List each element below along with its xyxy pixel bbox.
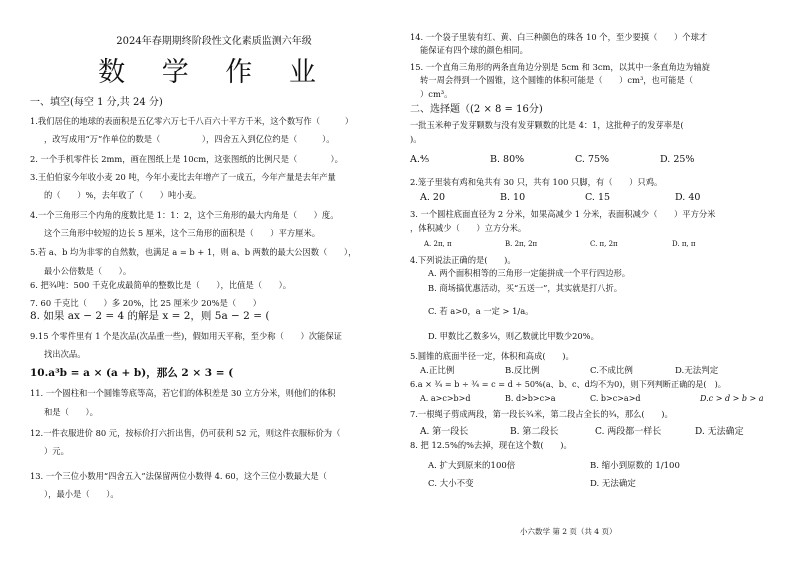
- choice-q7: 7.一根绳子剪成两段，第一段长¾米，第二段占全长的¾，那么( )。: [410, 409, 673, 419]
- choice-q2-options: [410, 192, 770, 206]
- option-c[interactable]: C. 15: [585, 192, 611, 203]
- q11-line1: 11. 一个圆柱和一个圆锥等底等高，若它们的体积差是 30 立方分米，则他们的体积: [30, 388, 336, 398]
- option-b[interactable]: B. 第二段长: [510, 427, 559, 437]
- option-c[interactable]: C. b>c>a>d: [590, 394, 641, 403]
- q12-line2: ）元。: [44, 446, 69, 456]
- choice-q7-options: [410, 424, 770, 436]
- q14-line2: 能保证有四个球的颜色相同。: [420, 45, 528, 55]
- choice-q1-end: )。: [410, 134, 422, 144]
- q12-line1: 12.一件衣服进价 80 元，按标价打六折出售，仍可获利 52 元，则这件衣服标价为（: [30, 428, 341, 438]
- q9-line2: 找出次品。: [44, 349, 86, 359]
- section-choice-heading: 二、选择题（(2 × 8 = 16分): [410, 104, 543, 115]
- q10-line: 10.a³b = a × (a + b)，那么 2 × 3 = (: [30, 367, 234, 379]
- q4-line2: 这个三角形中较短的边长 5 厘米，这个三角形的面积是（ ）平方厘米。: [44, 228, 321, 238]
- q6-line: 6. 把¾吨：500 千克化成最简单的整数比是（ ），比值是（ ）。: [30, 280, 292, 290]
- section-fill-in-heading: 一、填空(每空 1 分,共 24 分): [30, 97, 163, 108]
- q15-line2: 转一周会得到一个圆锥，这个圆锥的体积可能是（ ）cm³，也可能是（: [420, 75, 694, 85]
- option-b[interactable]: B. 缩小到原数的 1/100: [590, 461, 680, 471]
- q1-line1: 1.我们居住的地球的表面积是五亿零六万七千八百六十平方千米，这个数写作（ ）: [30, 116, 354, 126]
- option-a[interactable]: A. 2π, π: [424, 240, 452, 248]
- choice-q1: 一批玉米种子发芽颗数与没有发芽颗数的比是 4：1，这批种子的发芽率是(: [410, 120, 684, 130]
- q13-line2: ），最小是（ ）。: [44, 489, 119, 499]
- option-a[interactable]: A. 20: [420, 192, 445, 203]
- choice-q8: 8. 把 12.5%的%去掉，现在这个数( )。: [410, 440, 572, 450]
- option-b[interactable]: B. 10: [500, 192, 526, 203]
- option-d[interactable]: D.c > d > b > a: [700, 394, 764, 403]
- option-a[interactable]: A.⁴⁄₅: [410, 154, 430, 165]
- q14-line1: 14. 一个袋子里装有红、黄、白三种颜色的珠各 10 个，至少要摸（ ）个球才: [410, 32, 708, 42]
- q9-line1: 9.15 个零件里有 1 个是次品(次品重一些)，假如用天平称，至少称（ ）次能保证: [30, 331, 342, 341]
- choice-q4: 4.下列说法正确的是( )。: [410, 255, 516, 265]
- choice-q3-options: [410, 240, 770, 250]
- exam-title: 2024年春期期终阶段性文化素质监测六年级: [116, 36, 312, 47]
- q13-line1: 13. 一个三位小数用“四舍五入”法保留两位小数得 4. 60，这个三位小数最大是（: [30, 471, 327, 481]
- page-footer: 小六数学 第 2 页（共 4 页）: [520, 527, 617, 536]
- q5-line2: 最小公倍数是（ ）。: [44, 266, 132, 276]
- option-b[interactable]: B. d>b>c>a: [505, 394, 556, 403]
- q4-line1: 4.一个三角形三个内角的度数比是 1：1：2，这个三角形的最大内角是（ ）度。: [30, 210, 339, 220]
- option-c[interactable]: C. 大小不变: [428, 479, 474, 489]
- choice-q3-b: ，体积减少（ ）立方分米。: [410, 223, 527, 233]
- choice-q2: 2.笼子里装有鸡和兔共有 30 只，共有 100 只脚，有（ ）只鸡。: [410, 177, 663, 187]
- option-d[interactable]: D. 无法确定: [590, 479, 636, 489]
- choice-q6: 6.a × ¾ = b ÷ ¾ = c = d ÷ 50%(a、b、c、d均不为0)，则下列判断正确的是( )。: [410, 379, 726, 389]
- option-c[interactable]: C. 两段都一样长: [595, 427, 662, 437]
- option-c[interactable]: C. 75%: [575, 154, 610, 165]
- option-a[interactable]: A. 第一段长: [420, 427, 469, 437]
- option-d[interactable]: D. 无法确定: [695, 427, 744, 437]
- choice-q1-options: [410, 154, 770, 168]
- option-a[interactable]: A.正比例: [420, 366, 455, 376]
- option-b[interactable]: B. 2π, 2π: [505, 240, 538, 248]
- option-b[interactable]: B. 80%: [490, 154, 525, 165]
- q3-line2: 的（ ）%，去年收了（ ）吨小麦。: [44, 190, 202, 200]
- choice-q5: 5.圆锥的底面半径一定，体积和高成( )。: [410, 351, 574, 361]
- q15-line1: 15. 一个直角三角形的两条直角边分别是 5cm 和 3cm，以其中一条直角边为轴旋: [410, 62, 710, 72]
- q15-line3: ）cm³。: [420, 89, 453, 99]
- option-a[interactable]: A. a>c>b>d: [420, 394, 471, 403]
- q3-line1: 3.王伯伯家今年收小麦 20 吨，今年小麦比去年增产了一成五，今年产量是去年产量: [30, 172, 336, 182]
- option-a[interactable]: A. 扩大到原来的100倍: [428, 461, 516, 471]
- q8-line: 8. 如果 ax − 2 = 4 的解是 x = 2，则 5a − 2 = (: [30, 310, 270, 322]
- q2-line: 2. 一个手机零件长 2mm，画在图纸上是 10cm，这张图纸的比例尺是（ ）。: [30, 154, 343, 164]
- q5-line1: 5.若 a、b 均为非零的自然数，也满足 a = b + 1，则 a、b 两数的最大公因数（ ），: [30, 247, 357, 257]
- choice-q6-options: [410, 394, 770, 406]
- option-d[interactable]: D. π, π: [672, 240, 696, 248]
- q1-line2: ，改写成用“万”作单位的数是（ ），四舍五入到亿位约是（ ）。: [44, 134, 335, 144]
- option-c[interactable]: C.不成比例: [590, 366, 633, 376]
- option-d[interactable]: D.无法判定: [675, 366, 719, 376]
- choice-q8-options: [410, 459, 770, 489]
- q7-line: 7. 60 千克比（ ）多 20%，比 25 厘米少 20%是（ ）: [30, 298, 262, 308]
- subject-title: 数 学 作 业: [98, 57, 330, 88]
- choice-q3: 3. 一个圆柱底面直径为 2 分米，如果高减少 1 分米，表面积减少（ ）平方分米: [410, 209, 716, 219]
- q11-line2: 和是（ ）。: [44, 407, 98, 417]
- choice-q4-option-b[interactable]: B. 商场搞优惠活动，买“五送一”，其实就是打八折。: [428, 283, 623, 293]
- choice-q4-option-a[interactable]: A. 两个面积相等的三角形一定能拼成一个平行四边形。: [428, 268, 631, 278]
- option-d[interactable]: D. 25%: [660, 154, 695, 165]
- option-c[interactable]: C. π, 2π: [590, 240, 618, 248]
- option-d[interactable]: D. 40: [675, 192, 701, 203]
- choice-q4-option-d[interactable]: D. 甲数比乙数多¼，则乙数就比甲数少20%。: [428, 331, 599, 341]
- choice-q5-options: [410, 364, 770, 376]
- option-b[interactable]: B.反比例: [505, 366, 540, 376]
- choice-q4-option-c[interactable]: C. 若 a>0，a 一定 > 1/a。: [428, 306, 534, 316]
